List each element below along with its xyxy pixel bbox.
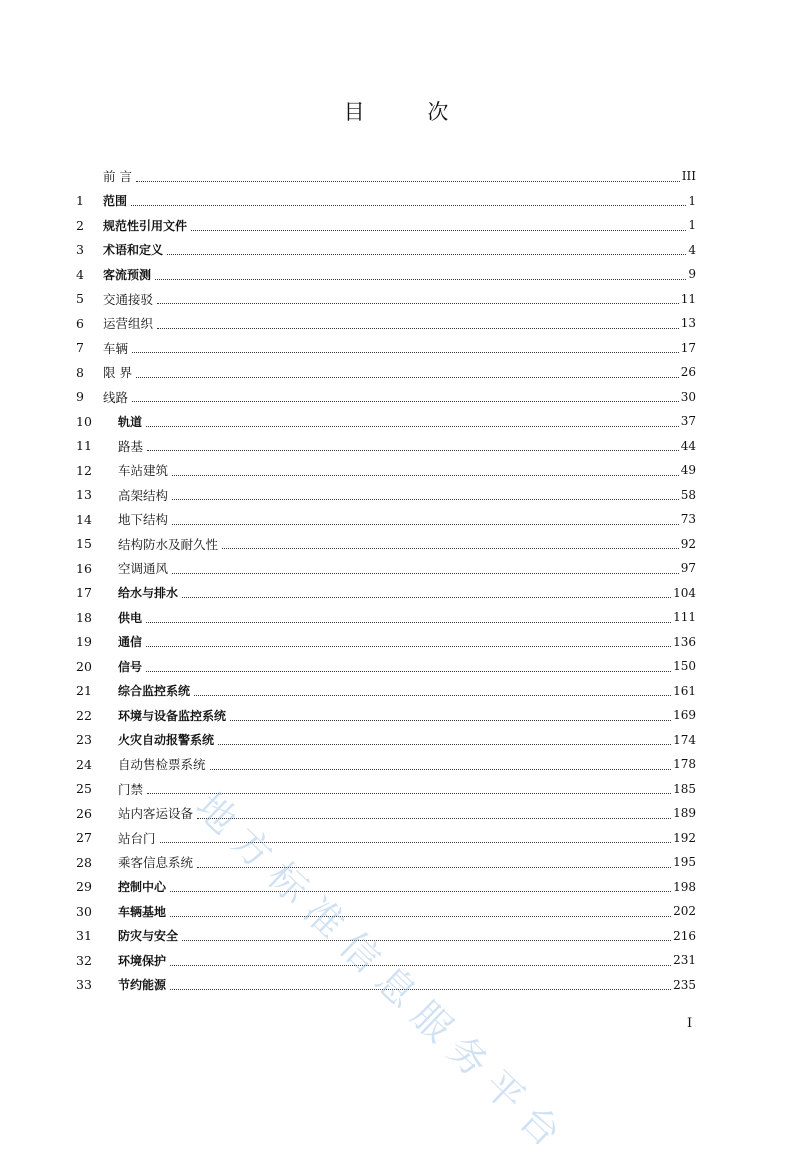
dot-leader	[146, 425, 679, 427]
toc-entry-page: 26	[680, 365, 696, 380]
toc-entry-title: 高架结构	[118, 487, 169, 503]
toc-entry-number: 2	[76, 217, 84, 233]
toc-entry-number: 28	[76, 854, 92, 870]
toc-entry-page: 73	[680, 512, 696, 527]
dot-leader	[191, 229, 686, 231]
toc-entry-number: 14	[76, 511, 92, 527]
toc-entry-title: 防灾与安全	[118, 929, 179, 944]
toc-entry-number: 16	[76, 560, 92, 576]
toc-entry[interactable]	[76, 581, 696, 606]
toc-entry-number: 3	[76, 242, 84, 258]
toc-entry-number: 11	[76, 438, 92, 454]
dot-leader	[147, 449, 679, 451]
toc-entry[interactable]	[76, 948, 696, 973]
toc-entry[interactable]	[76, 385, 696, 410]
toc-entry[interactable]	[76, 703, 696, 728]
toc-entry-number: 15	[76, 536, 92, 552]
toc-entry-page: 111	[673, 610, 696, 625]
toc-entry-page: 37	[680, 414, 696, 429]
toc-entry-number: 6	[76, 315, 84, 331]
dot-leader	[146, 645, 671, 647]
toc-entry-title: 范围	[103, 194, 128, 209]
toc-entry[interactable]	[76, 556, 696, 581]
toc-entry[interactable]	[76, 728, 696, 753]
toc-entry-number: 12	[76, 462, 92, 478]
toc-entry-page: 104	[673, 585, 696, 600]
toc-entry-page: 1	[688, 193, 696, 208]
toc-entry[interactable]	[76, 507, 696, 532]
toc-entry[interactable]	[76, 679, 696, 704]
toc-entry[interactable]	[76, 532, 696, 557]
toc-entry[interactable]	[76, 801, 696, 826]
toc-entry-page: 189	[673, 806, 696, 821]
toc-entry-title: 车辆基地	[118, 904, 167, 919]
dot-leader	[146, 670, 671, 672]
toc-entry-number: 5	[76, 291, 84, 307]
toc-entry-number: 17	[76, 585, 92, 601]
toc-entry-page: 235	[673, 977, 696, 992]
dot-leader	[155, 278, 686, 280]
dot-leader	[132, 400, 679, 402]
toc-entry-number: 33	[76, 977, 92, 993]
toc-entry-title: 规范性引用文件	[103, 218, 188, 233]
dot-leader	[172, 498, 679, 500]
toc-entry-number: 19	[76, 634, 92, 650]
toc-entry[interactable]	[76, 287, 696, 312]
dot-leader	[132, 351, 679, 353]
toc-entry-number: 31	[76, 928, 92, 944]
toc-entry[interactable]	[76, 924, 696, 949]
toc-entry[interactable]	[76, 850, 696, 875]
toc-entry-number: 30	[76, 903, 92, 919]
toc-entry[interactable]	[76, 164, 696, 189]
toc-entry-page: III	[681, 169, 696, 184]
toc-entry-number: 9	[76, 389, 84, 405]
dot-leader	[131, 204, 686, 206]
toc-entry-title: 给水与排水	[118, 586, 179, 601]
toc-entry-title: 轨道	[118, 414, 143, 429]
dot-leader	[194, 694, 671, 696]
dot-leader	[197, 866, 671, 868]
dot-leader	[146, 621, 671, 623]
toc-entry[interactable]	[76, 213, 696, 238]
toc-entry-page: 178	[673, 757, 696, 772]
toc-entry-title: 门禁	[118, 781, 144, 797]
toc-entry-title: 交通接驳	[103, 291, 154, 307]
toc-entry-title: 通信	[118, 635, 143, 650]
toc-entry-number: 4	[76, 266, 84, 282]
dot-leader	[197, 817, 671, 819]
toc-entry[interactable]	[76, 605, 696, 630]
dot-leader	[167, 253, 686, 255]
toc-entry-page: 169	[673, 708, 696, 723]
toc-entry-page: 9	[688, 267, 696, 282]
dot-leader	[147, 792, 671, 794]
toc-entry-number: 21	[76, 683, 92, 699]
toc-entry-number: 10	[76, 413, 92, 429]
toc-entry-number: 32	[76, 952, 92, 968]
toc-entry-page: 92	[680, 536, 696, 551]
toc-entry-page: 13	[680, 316, 696, 331]
page-title: 目 次	[343, 100, 477, 124]
dot-leader	[172, 572, 679, 574]
toc-entry-number: 22	[76, 707, 92, 723]
toc-entry-number: 1	[76, 193, 84, 209]
dot-leader	[136, 180, 680, 182]
toc-entry[interactable]	[76, 262, 696, 287]
dot-leader	[172, 523, 679, 525]
toc-entry[interactable]	[76, 899, 696, 924]
toc-entry-page: 1	[688, 218, 696, 233]
toc-entry-page: 192	[673, 830, 696, 845]
toc-entry-page: 17	[680, 340, 696, 355]
toc-entry-number: 18	[76, 609, 92, 625]
toc-entry-title: 综合监控系统	[118, 684, 191, 699]
toc-entry-title: 站台门	[118, 830, 156, 846]
dot-leader	[170, 988, 671, 990]
toc-entry-number: 27	[76, 830, 92, 846]
toc-entry-title: 空调通风	[118, 561, 169, 577]
toc-entry-page: 136	[673, 634, 696, 649]
toc-entry-number: 26	[76, 805, 92, 821]
dot-leader	[170, 915, 671, 917]
toc-entry-number: 13	[76, 487, 92, 503]
toc-entry[interactable]	[76, 826, 696, 851]
toc-entry-page: 30	[680, 389, 696, 404]
toc-entry-title: 前 言	[103, 169, 132, 185]
dot-leader	[160, 841, 672, 843]
toc-entry-page: 150	[673, 659, 696, 674]
toc-entry-title: 节约能源	[118, 978, 167, 993]
dot-leader	[172, 474, 679, 476]
dot-leader	[210, 768, 672, 770]
dot-leader	[182, 939, 671, 941]
toc-entry-title: 运营组织	[103, 316, 154, 332]
toc-entry[interactable]	[76, 189, 696, 214]
page-number: I	[687, 1016, 693, 1031]
table-of-contents	[76, 164, 696, 997]
toc-entry[interactable]	[76, 311, 696, 336]
toc-entry-page: 198	[673, 879, 696, 894]
toc-entry[interactable]	[76, 458, 696, 483]
dot-leader	[218, 743, 671, 745]
toc-entry[interactable]	[76, 875, 696, 900]
dot-leader	[136, 376, 679, 378]
toc-entry[interactable]	[76, 483, 696, 508]
toc-entry-number: 23	[76, 732, 92, 748]
toc-entry[interactable]	[76, 360, 696, 385]
toc-entry[interactable]	[76, 654, 696, 679]
toc-entry-number: 24	[76, 756, 92, 772]
toc-entry-page: 58	[680, 487, 696, 502]
toc-entry-page: 4	[688, 242, 696, 257]
toc-entry-page: 195	[673, 855, 696, 870]
dot-leader	[182, 596, 671, 598]
toc-entry[interactable]	[76, 336, 696, 361]
toc-entry-title: 供电	[118, 610, 143, 625]
toc-entry-page: 216	[673, 928, 696, 943]
toc-entry[interactable]	[76, 238, 696, 263]
toc-entry-page: 231	[673, 953, 696, 968]
toc-entry-title: 控制中心	[118, 880, 167, 895]
toc-entry-title: 环境与设备监控系统	[118, 708, 227, 723]
toc-entry-title: 路基	[118, 438, 144, 454]
toc-entry-page: 44	[680, 438, 696, 453]
toc-entry-title: 限 界	[103, 365, 132, 381]
toc-entry-title: 环境保护	[118, 953, 167, 968]
toc-entry[interactable]	[76, 777, 696, 802]
toc-entry-title: 站内客运设备	[118, 806, 194, 822]
dot-leader	[157, 302, 679, 304]
toc-entry-title: 术语和定义	[103, 243, 164, 258]
dot-leader	[170, 890, 671, 892]
dot-leader	[222, 547, 679, 549]
watermark: 地方标准信息服务平台	[187, 784, 578, 1164]
toc-entry-page: 97	[680, 561, 696, 576]
dot-leader	[170, 964, 671, 966]
toc-entry-title: 车辆	[103, 340, 129, 356]
toc-entry-number: 8	[76, 364, 84, 380]
toc-entry-page: 49	[680, 463, 696, 478]
toc-entry-title: 乘客信息系统	[118, 855, 194, 871]
toc-entry-page: 11	[680, 291, 696, 306]
toc-entry-title: 线路	[103, 389, 129, 405]
toc-entry-title: 地下结构	[118, 512, 169, 528]
toc-entry[interactable]	[76, 752, 696, 777]
toc-entry-title: 车站建筑	[118, 463, 169, 479]
dot-leader	[157, 327, 679, 329]
toc-entry[interactable]	[76, 973, 696, 998]
toc-entry-page: 161	[673, 683, 696, 698]
toc-entry[interactable]	[76, 409, 696, 434]
dot-leader	[230, 719, 671, 721]
toc-entry-title: 火灾自动报警系统	[118, 733, 215, 748]
toc-entry-number: 25	[76, 781, 92, 797]
toc-entry-number: 20	[76, 658, 92, 674]
toc-entry-number: 29	[76, 879, 92, 895]
toc-entry-title: 结构防水及耐久性	[118, 536, 219, 552]
toc-entry-page: 185	[673, 781, 696, 796]
toc-entry-title: 客流预测	[103, 267, 152, 282]
toc-entry-page: 202	[673, 904, 696, 919]
toc-entry-title: 信号	[118, 659, 143, 674]
toc-entry[interactable]	[76, 434, 696, 459]
toc-entry-title: 自动售检票系统	[118, 757, 206, 773]
toc-entry-page: 174	[673, 732, 696, 747]
toc-entry[interactable]	[76, 630, 696, 655]
toc-entry-number: 7	[76, 340, 84, 356]
